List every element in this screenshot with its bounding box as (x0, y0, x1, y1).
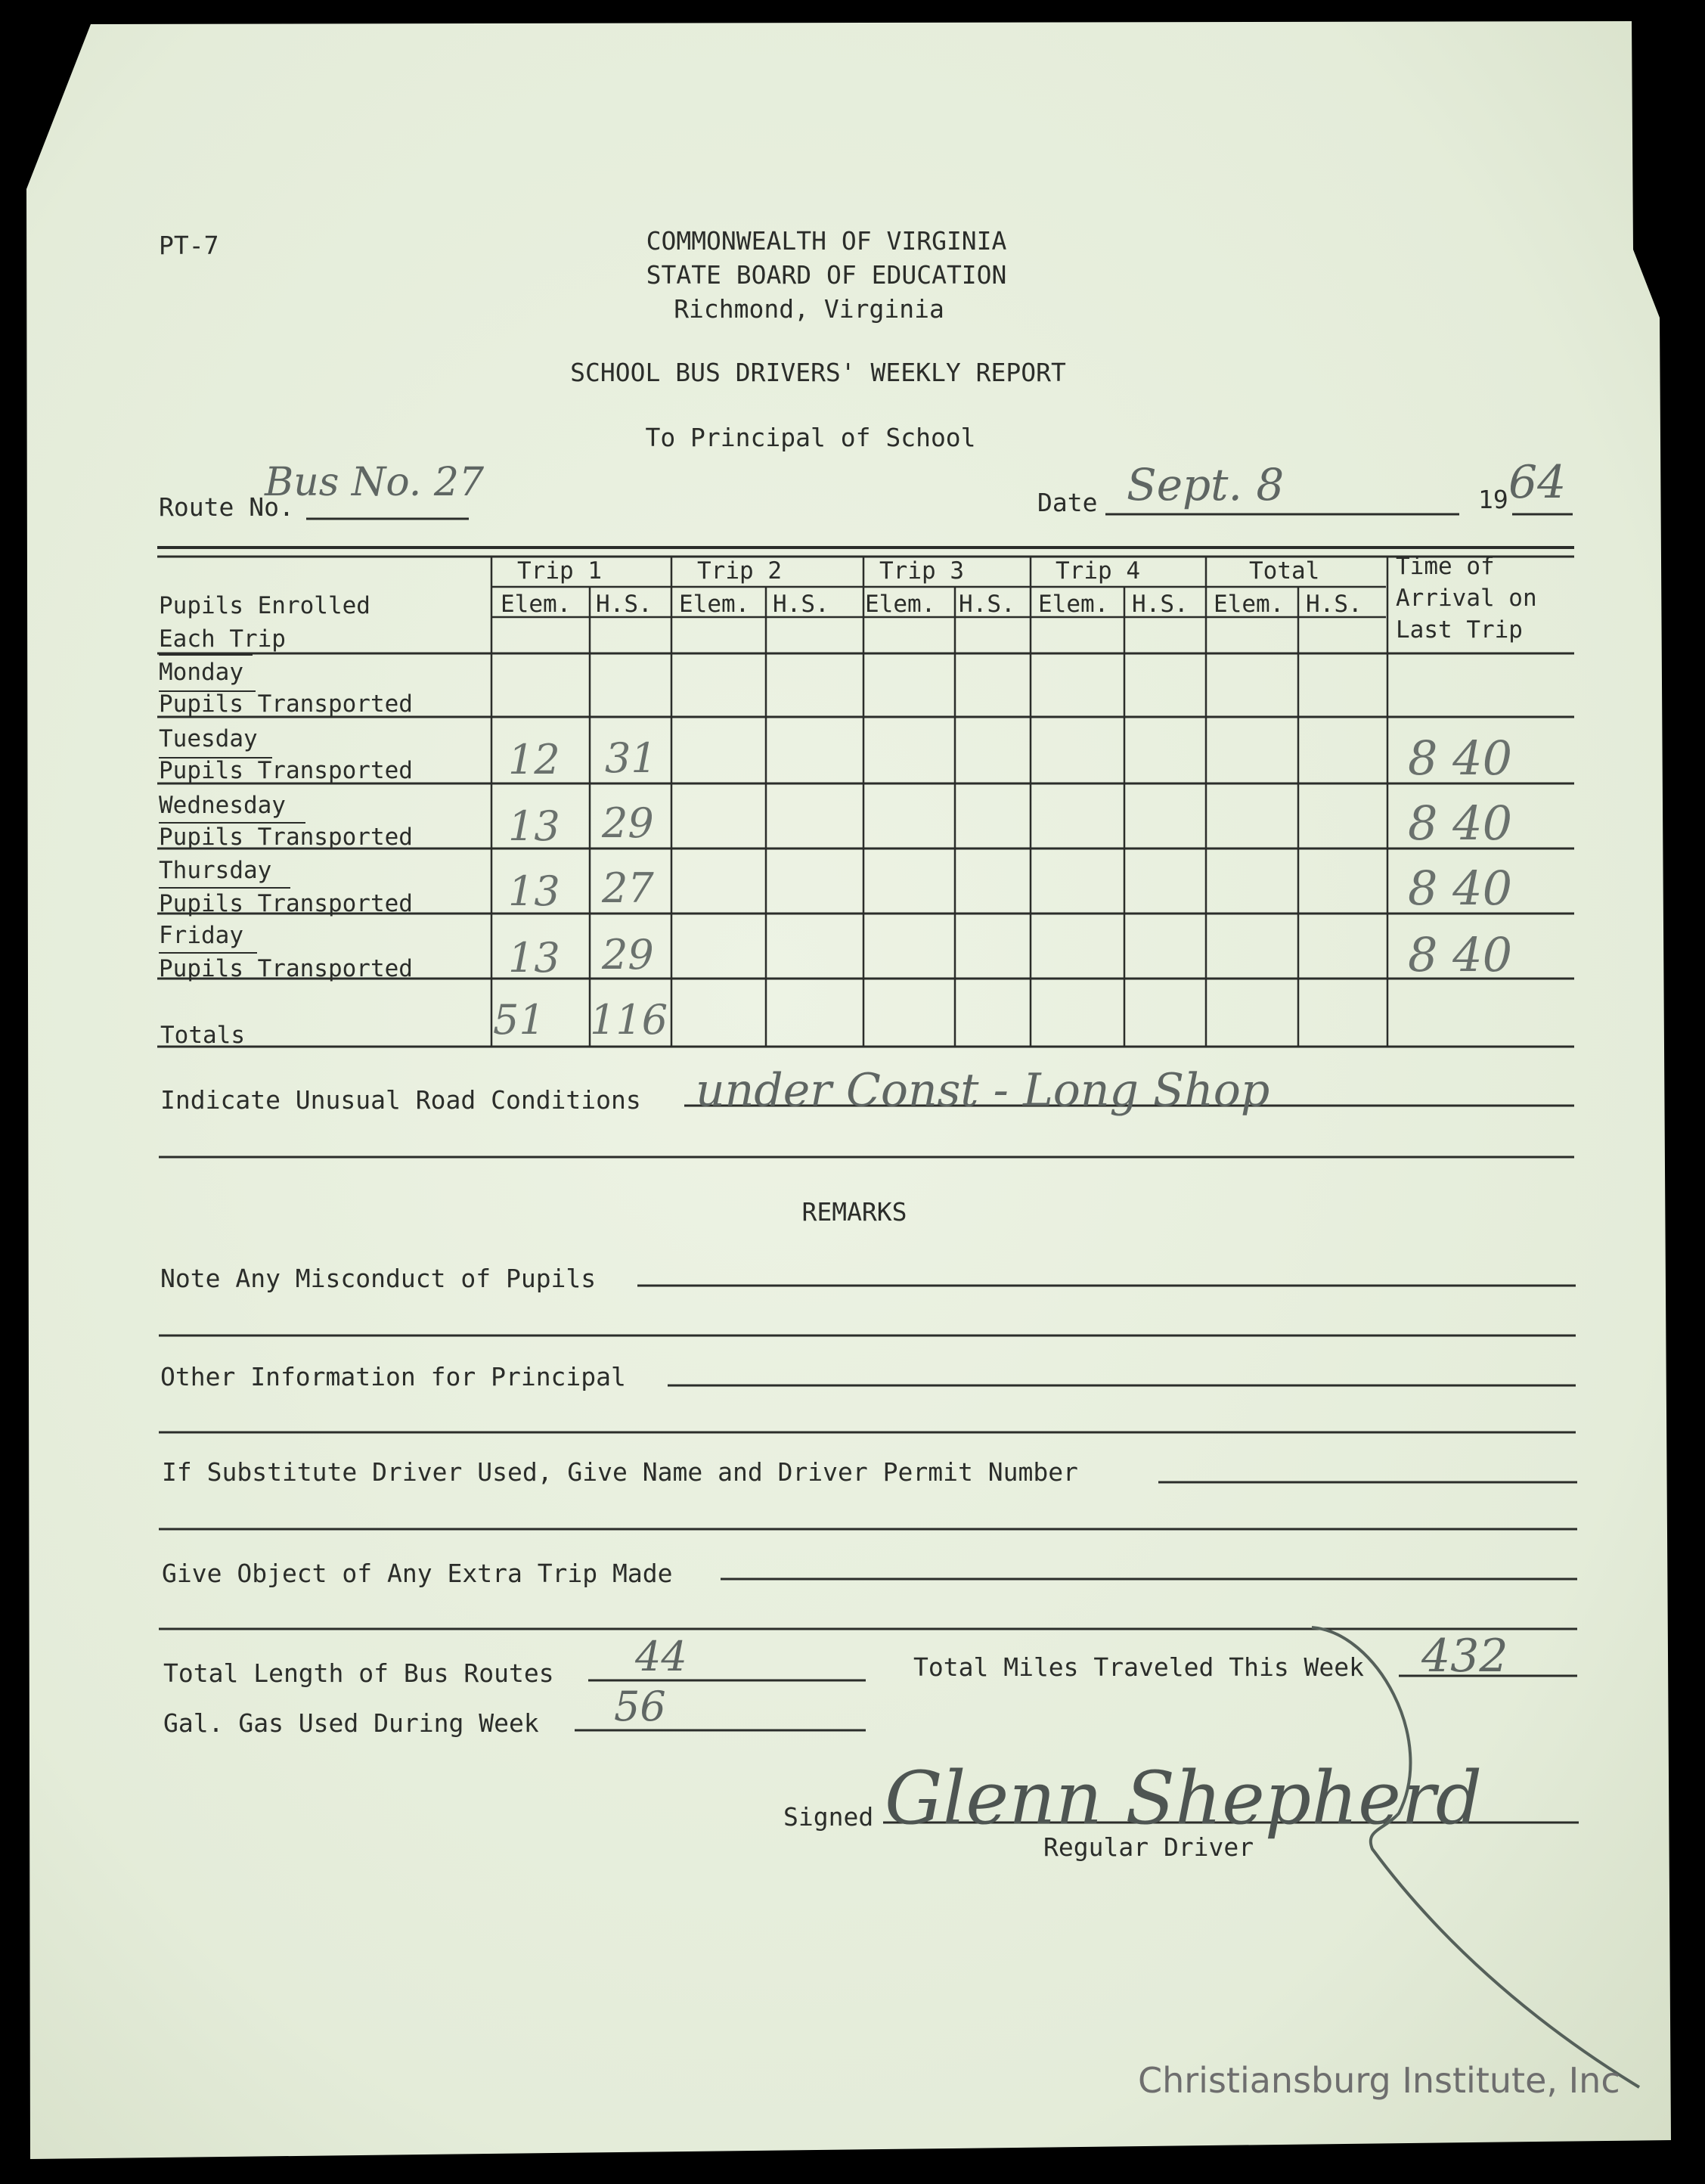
signed-label: Signed (783, 1802, 874, 1832)
wednesday-trip1-elem[interactable]: 13 (508, 802, 560, 850)
row-day-tuesday: Tuesday (159, 725, 258, 752)
signature[interactable]: Glenn Shepherd (885, 1756, 1483, 1841)
trip-3-elem-header: Elem. (865, 591, 936, 618)
row-day-monday: Monday (159, 659, 243, 686)
row-day-thursday: Thursday (159, 857, 272, 884)
road-conditions-label: Indicate Unusual Road Conditions (160, 1085, 641, 1115)
row-label: Pupils Transported (159, 690, 413, 718)
miles-traveled-value[interactable]: 432 (1421, 1630, 1508, 1683)
header-line-1: COMMONWEALTH OF VIRGINIA (646, 226, 1007, 256)
wednesday-arrival[interactable]: 8 40 (1408, 796, 1513, 851)
arrival-header-2: Arrival on (1396, 585, 1537, 612)
route-length-value[interactable]: 44 (635, 1633, 687, 1680)
trip-4-elem-header: Elem. (1038, 591, 1109, 618)
trip-1-elem-header: Elem. (501, 591, 572, 618)
form-title: SCHOOL BUS DRIVERS' WEEKLY REPORT (570, 358, 1066, 387)
remarks-heading: REMARKS (801, 1197, 907, 1227)
gas-used-value[interactable]: 56 (614, 1683, 666, 1730)
misconduct-label: Note Any Misconduct of Pupils (160, 1264, 597, 1293)
regular-driver-label: Regular Driver (1043, 1832, 1254, 1862)
tuesday-trip1-elem[interactable]: 12 (508, 736, 560, 783)
gas-used-label: Gal. Gas Used During Week (163, 1708, 539, 1738)
enrolled-label-1: Pupils Enrolled (159, 592, 370, 619)
totals-trip1-elem[interactable]: 51 (493, 996, 545, 1044)
totals-trip1-hs[interactable]: 116 (590, 996, 668, 1044)
header-line-2: STATE BOARD OF EDUCATION (646, 260, 1007, 290)
other-info-label: Other Information for Principal (160, 1362, 626, 1391)
header-line-3: Richmond, Virginia (674, 294, 944, 324)
trip-4-header: Trip 4 (1056, 557, 1140, 585)
form-code: PT-7 (159, 231, 219, 260)
tuesday-arrival[interactable]: 8 40 (1408, 731, 1513, 786)
trip-2-hs-header: H.S. (773, 591, 829, 618)
thursday-arrival[interactable]: 8 40 (1408, 861, 1513, 916)
row-label: Pupils Transported (159, 757, 413, 784)
road-conditions-value[interactable]: under Const - Long Shop (696, 1064, 1270, 1117)
total-header: Total (1249, 557, 1320, 585)
row-day-wednesday: Wednesday (159, 792, 286, 819)
trip-2-header: Trip 2 (697, 557, 782, 585)
arrival-header-3: Last Trip (1396, 616, 1523, 644)
date-value[interactable]: Sept. 8 (1127, 459, 1285, 510)
form-subtitle: To Principal of School (645, 423, 976, 452)
year-value[interactable]: 64 (1508, 456, 1567, 509)
wednesday-trip1-hs[interactable]: 29 (602, 799, 654, 847)
trip-2-elem-header: Elem. (679, 591, 750, 618)
trip-4-hs-header: H.S. (1132, 591, 1189, 618)
friday-trip1-hs[interactable]: 29 (602, 931, 654, 979)
row-label: Pupils Transported (159, 890, 413, 917)
trip-1-hs-header: H.S. (596, 591, 653, 618)
thursday-trip1-hs[interactable]: 27 (602, 864, 654, 912)
route-label: Route No. (159, 492, 294, 522)
arrival-header-1: Time of (1396, 553, 1495, 580)
year-prefix: 19 (1478, 485, 1508, 514)
row-day-friday: Friday (159, 922, 243, 949)
watermark: Christiansburg Institute, Inc (1138, 2060, 1620, 2101)
date-label: Date (1037, 488, 1098, 517)
total-elem-header: Elem. (1214, 591, 1285, 618)
miles-traveled-label: Total Miles Traveled This Week (913, 1652, 1365, 1682)
friday-trip1-elem[interactable]: 13 (508, 934, 560, 982)
total-hs-header: H.S. (1306, 591, 1362, 618)
trip-3-header: Trip 3 (879, 557, 964, 585)
trip-1-header: Trip 1 (517, 557, 602, 585)
enrolled-label-2: Each Trip (159, 625, 286, 653)
thursday-trip1-elem[interactable]: 13 (508, 867, 560, 915)
totals-label: Totals (160, 1022, 245, 1049)
row-label: Pupils Transported (159, 824, 413, 851)
substitute-driver-label: If Substitute Driver Used, Give Name and Driver Permit Number (162, 1457, 1078, 1487)
friday-arrival[interactable]: 8 40 (1408, 927, 1513, 982)
tuesday-trip1-hs[interactable]: 31 (605, 734, 657, 782)
row-label: Pupils Transported (159, 955, 413, 982)
trip-3-hs-header: H.S. (959, 591, 1015, 618)
extra-trip-label: Give Object of Any Extra Trip Made (162, 1559, 673, 1588)
route-length-label: Total Length of Bus Routes (163, 1658, 554, 1688)
route-value[interactable]: Bus No. 27 (265, 460, 485, 505)
